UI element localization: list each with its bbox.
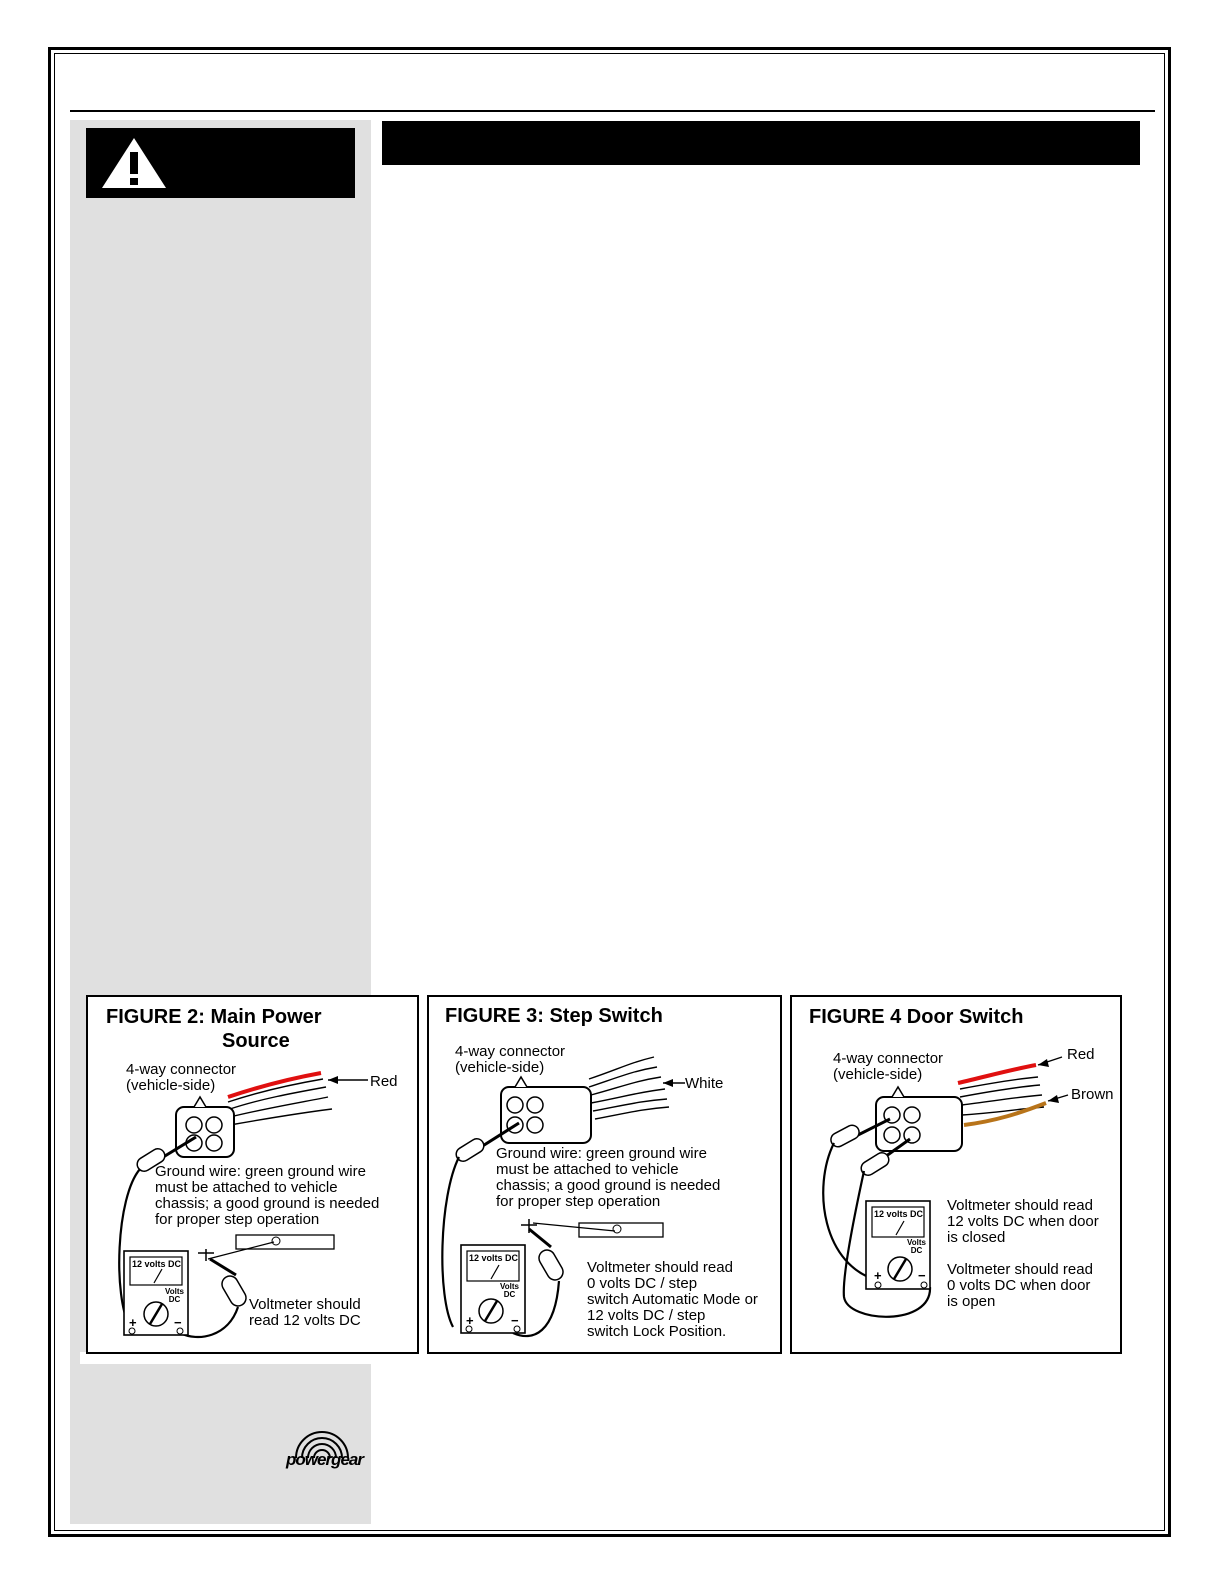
wire-label-brown: Brown (1071, 1086, 1114, 1103)
connector-body (176, 1107, 234, 1157)
svg-text:+: + (466, 1313, 474, 1328)
voltmeter-reading: Voltmeter should read 0 volts DC / step switch Automatic Mode or 12 volts DC / step switch Lock Position. (587, 1259, 758, 1340)
connector-label: 4-way connector (vehicle-side) (126, 1061, 237, 1094)
figure-title: FIGURE 2: Main Power Source (106, 1006, 322, 1052)
figure-main-power-source (86, 995, 419, 1354)
ground-note: Ground wire: green ground wire must be attached to vehicle chassis; a good ground is needed for proper step operation (496, 1145, 721, 1210)
section-header-bar (382, 121, 1140, 165)
figure-door-switch (790, 995, 1122, 1354)
ground-note: Ground wire: green ground wire must be attached to vehicle chassis; a good ground is needed for proper step operation (155, 1163, 380, 1228)
reading-door-open: Voltmeter should read 0 volts DC when door is open (947, 1261, 1093, 1310)
warning-box (86, 128, 355, 198)
reading-door-closed: Voltmeter should read 12 volts DC when door is closed (947, 1197, 1099, 1246)
header-rule (70, 110, 1155, 112)
meter-display: 12 volts DC (874, 1209, 924, 1219)
figure-title: FIGURE 4 Door Switch (809, 1006, 1024, 1028)
voltmeter-reading: Voltmeter should read 12 volts DC (249, 1296, 361, 1329)
connector-label: 4-way connector (vehicle-side) (833, 1050, 944, 1083)
meter-dial-label: Volts DC (500, 1282, 519, 1299)
svg-text:−: − (174, 1315, 182, 1330)
svg-text:+: + (129, 1315, 137, 1330)
red-wire (958, 1065, 1036, 1083)
power-gear-logo (286, 1428, 363, 1478)
svg-text:+: + (874, 1268, 882, 1283)
warning-triangle-icon (98, 134, 170, 192)
connector-body (501, 1087, 591, 1143)
wire-label-white: White (685, 1075, 724, 1092)
meter-display: 12 volts DC (132, 1259, 182, 1269)
red-wire (228, 1073, 321, 1097)
figure-title: FIGURE 3: Step Switch (445, 1005, 663, 1027)
figure-step-switch (427, 995, 782, 1354)
wire-label-red: Red (1067, 1046, 1095, 1063)
svg-text:−: − (511, 1313, 519, 1328)
meter-dial-label: Volts DC (165, 1287, 184, 1304)
connector-label: 4-way connector (vehicle-side) (455, 1043, 566, 1076)
wire-label-red: Red (370, 1073, 398, 1090)
svg-text:−: − (918, 1268, 926, 1283)
meter-dial-label: Volts DC (907, 1238, 926, 1255)
logo-text: powergear (286, 1450, 363, 1469)
meter-display: 12 volts DC (469, 1253, 519, 1263)
